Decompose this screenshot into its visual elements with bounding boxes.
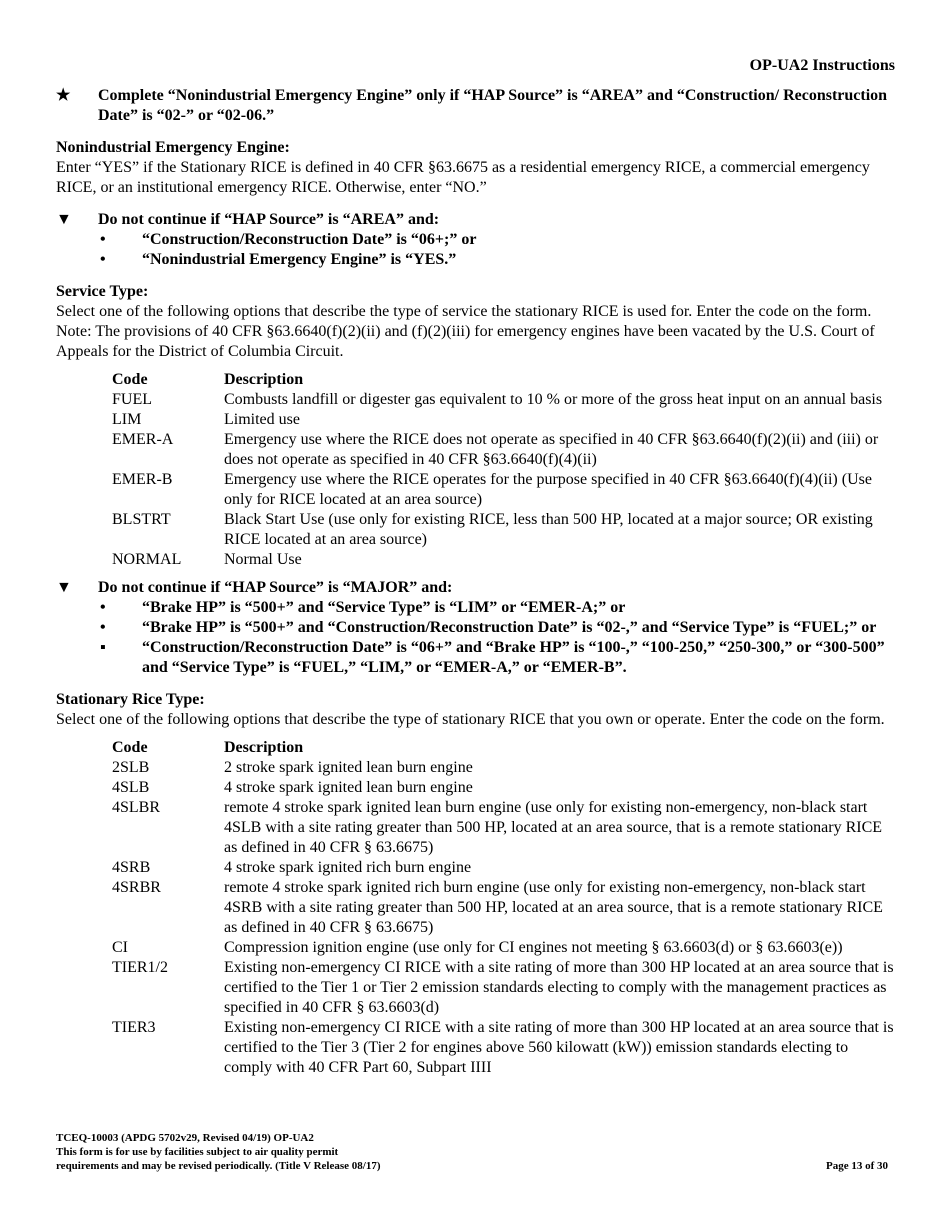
stop-condition-major: [56, 578, 896, 598]
description-cell: 4 stroke spark ignited rich burn engine: [224, 859, 472, 876]
code-cell: 2SLB: [112, 759, 150, 776]
page-number: Page 13 of 30: [825, 1160, 888, 1172]
bullet-icon: •: [100, 231, 106, 248]
description-cell: Existing non-emergency CI RICE with a site rating of more than 300 HP located at an area source that is certified to the Tier 3 (Tier 2 for engines above 560 kilowatt (kW)) emission standards electing to comply with 40 CFR Part 60, Subpart IIII: [224, 1019, 894, 1076]
list-item-text: “Brake HP” is “500+” and “Service Type” is “LIM” or “EMER-A;” or: [142, 599, 626, 616]
table-row: [112, 958, 896, 1018]
description-cell: Combusts landfill or digester gas equivalent to 10 % or more of the gross heat input on an annual basis: [224, 391, 883, 408]
code-cell: 4SRB: [112, 859, 151, 876]
table-row: [112, 778, 896, 798]
code-cell: EMER-A: [112, 431, 174, 448]
code-cell: CI: [112, 939, 128, 956]
code-cell: EMER-B: [112, 471, 173, 488]
down-triangle-icon: ▼: [56, 211, 72, 228]
code-cell: NORMAL: [112, 551, 182, 568]
table-row: [112, 878, 896, 938]
description-cell: Black Start Use (use only for existing RICE, less than 500 HP, located at a major source; OR existing RICE located at an area source): [224, 511, 873, 548]
list-item: [56, 250, 896, 270]
description-column-header: Description: [224, 371, 304, 388]
code-cell: 4SLBR: [112, 799, 161, 816]
list-item: [56, 638, 896, 678]
list-item: [56, 230, 896, 250]
list-item-text: “Construction/Reconstruction Date” is “06+;” or: [142, 231, 477, 248]
description-cell: remote 4 stroke spark ignited lean burn engine (use only for existing non-emergency, non-black start 4SLB with a site rating greater than 500 HP, located at an area source, that is a remote stationary RICE as defined in 40 CFR § 63.6675): [224, 799, 883, 856]
description-cell: 4 stroke spark ignited lean burn engine: [224, 779, 473, 796]
conditional-note-text: Complete “Nonindustrial Emergency Engine” only if “HAP Source” is “AREA” and “Construction/ Reconstruction Date” is “02-” or “02-06.”: [98, 87, 888, 124]
table-row: [112, 798, 896, 858]
list-item-text: “Brake HP” is “500+” and “Construction/Reconstruction Date” is “02-,” and “Service Type” is “FUEL;” or: [142, 619, 877, 636]
page-footer: [56, 1131, 888, 1173]
nonindustrial-section-title: Nonindustrial Emergency Engine:: [56, 139, 290, 156]
description-cell: Compression ignition engine (use only for CI engines not meeting § 63.6603(d) or § 63.6603(e)): [224, 939, 843, 956]
stop-condition-major-list: [56, 598, 896, 678]
stop-condition-area-list: [56, 230, 896, 270]
table-header-row: [112, 370, 896, 390]
code-column-header: Code: [112, 371, 148, 388]
nonindustrial-section-text: Enter “YES” if the Stationary RICE is defined in 40 CFR §63.6675 as a residential emergency RICE, a commercial emergency RICE, or an institutional emergency RICE. Otherwise, enter “NO.”: [56, 159, 870, 196]
description-cell: Emergency use where the RICE operates for the purpose specified in 40 CFR §63.6640(f)(4)(ii) (Use only for RICE located at an area source): [224, 471, 872, 508]
rice-type-code-table: [112, 738, 896, 1078]
table-row: [112, 858, 896, 878]
list-item-text: “Nonindustrial Emergency Engine” is “YES.”: [142, 251, 457, 268]
page-header-title: OP-UA2 Instructions: [749, 57, 895, 74]
table-row: [112, 510, 896, 550]
table-header-row: [112, 738, 896, 758]
rice-type-section-title: Stationary Rice Type:: [56, 691, 205, 708]
code-cell: 4SLB: [112, 779, 150, 796]
list-item: [56, 598, 896, 618]
down-triangle-icon: ▼: [56, 579, 72, 596]
table-row: [112, 1018, 896, 1078]
code-cell: TIER1/2: [112, 959, 168, 976]
table-row: [112, 550, 896, 570]
code-column-header: Code: [112, 739, 148, 756]
bullet-icon: •: [100, 251, 106, 268]
footer-form-id: TCEQ-10003 (APDG 5702v29, Revised 04/19) OP-UA2: [56, 1132, 314, 1144]
table-row: [112, 758, 896, 778]
stop-condition-area-text: Do not continue if “HAP Source” is “AREA” and:: [98, 211, 440, 228]
bullet-icon: •: [100, 599, 106, 616]
description-cell: remote 4 stroke spark ignited rich burn engine (use only for existing non-emergency, non-black start 4SRB with a site rating greater than 500 HP, located at an area source, that is a remote stationary RICE as defined in 40 CFR § 63.6675): [224, 879, 883, 936]
description-cell: Normal Use: [224, 551, 302, 568]
bullet-icon: •: [100, 619, 106, 636]
table-row: [112, 938, 896, 958]
rice-type-section-text: Select one of the following options that describe the type of stationary RICE that you own or operate. Enter the code on the form.: [56, 711, 885, 728]
list-item: [56, 618, 896, 638]
table-row: [112, 410, 896, 430]
description-cell: Existing non-emergency CI RICE with a site rating of more than 300 HP located at an area source that is certified to the Tier 1 or Tier 2 emission standards electing to comply with the management practices as specified in 40 CFR § 63.6603(d): [224, 959, 894, 1016]
code-cell: TIER3: [112, 1019, 156, 1036]
stop-condition-major-text: Do not continue if “HAP Source” is “MAJOR” and:: [98, 579, 453, 596]
description-column-header: Description: [224, 739, 304, 756]
table-row: [112, 430, 896, 470]
document-body: [56, 86, 896, 1078]
square-bullet-icon: ▪: [100, 639, 106, 656]
footer-usage-note: This form is for use by facilities subject to air quality permit: [56, 1146, 339, 1158]
conditional-note: [56, 86, 896, 126]
footer-release-note: requirements and may be revised periodically. (Title V Release 08/17): [56, 1160, 381, 1172]
code-cell: FUEL: [112, 391, 152, 408]
list-item-text: “Construction/Reconstruction Date” is “06+” and “Brake HP” is “100-,” “100-250,” “250-300,” or “300-500” and “Service Type” is “FUEL,” “LIM,” or “EMER-A,” or “EMER-B”.: [142, 639, 885, 676]
table-row: [112, 390, 896, 410]
star-icon: ★: [56, 87, 71, 104]
code-cell: 4SRBR: [112, 879, 161, 896]
service-type-section-title: Service Type:: [56, 283, 149, 300]
description-cell: 2 stroke spark ignited lean burn engine: [224, 759, 473, 776]
service-type-code-table: [112, 370, 896, 570]
table-row: [112, 470, 896, 510]
code-cell: LIM: [112, 411, 142, 428]
description-cell: Limited use: [224, 411, 300, 428]
code-cell: BLSTRT: [112, 511, 171, 528]
description-cell: Emergency use where the RICE does not operate as specified in 40 CFR §63.6640(f)(2)(ii) and (iii) or does not operate as specified in 40 CFR §63.6640(f)(4)(ii): [224, 431, 879, 468]
service-type-section-text: Select one of the following options that describe the type of service the stationary RICE is used for. Enter the code on the form. Note: The provisions of 40 CFR §63.6640(f)(2)(ii) and (f)(2)(iii) for emergency engines have been vacated by the U.S. Court of Appeals for the District of Columbia Circuit.: [56, 303, 875, 360]
stop-condition-area: [56, 210, 896, 230]
